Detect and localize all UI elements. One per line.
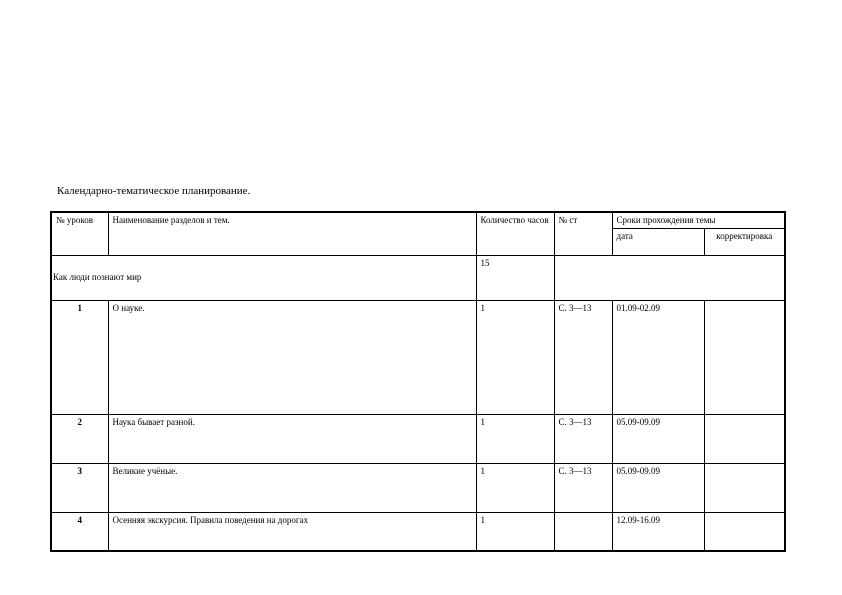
- row-topic: О науке.: [108, 300, 476, 414]
- row-pages: [554, 512, 612, 551]
- row-correction: [704, 414, 785, 463]
- row-correction: [704, 300, 785, 414]
- header-hours: Количество часов: [476, 212, 554, 255]
- row-num: 3: [51, 463, 108, 512]
- header-topic: Наименование разделов и тем.: [108, 212, 476, 255]
- header-correction: корректировка: [704, 228, 785, 255]
- row-correction: [704, 463, 785, 512]
- header-pages: № ст: [554, 212, 612, 255]
- row-topic: Великие учёные.: [108, 463, 476, 512]
- row-hours: 1: [476, 463, 554, 512]
- row-hours: 1: [476, 414, 554, 463]
- row-date: 01.09-02.09: [612, 300, 704, 414]
- row-pages: С. 3—13: [554, 300, 612, 414]
- row-pages: С. 3—13: [554, 463, 612, 512]
- header-date: дата: [612, 228, 704, 255]
- table-row: [51, 512, 785, 551]
- row-date: 05.09-09.09: [612, 463, 704, 512]
- row-hours: 1: [476, 300, 554, 414]
- table-header-row: [51, 212, 785, 228]
- row-correction: [704, 512, 785, 551]
- row-hours: 1: [476, 512, 554, 551]
- row-date: 12.09-16.09: [612, 512, 704, 551]
- section-title: Как люди познают мир: [51, 255, 476, 300]
- table-row: [51, 300, 785, 414]
- header-lesson-no: № уроков: [51, 212, 108, 255]
- page-title: Календарно-тематическое планирование.: [57, 185, 251, 197]
- section-empty-cell: [554, 255, 785, 300]
- section-hours: 15: [476, 255, 554, 300]
- row-topic: Наука бывает разной.: [108, 414, 476, 463]
- row-num: 1: [51, 300, 108, 414]
- row-num: 4: [51, 512, 108, 551]
- section-row: [51, 255, 785, 300]
- row-topic: Осенняя экскурсия. Правила поведения на дорогах: [108, 512, 476, 551]
- table-row: [51, 463, 785, 512]
- row-pages: С. 3—13: [554, 414, 612, 463]
- header-timeline: Сроки прохождения темы: [612, 212, 785, 228]
- planning-table: [50, 211, 786, 552]
- row-num: 2: [51, 414, 108, 463]
- row-date: 05.09-09.09: [612, 414, 704, 463]
- table-row: [51, 414, 785, 463]
